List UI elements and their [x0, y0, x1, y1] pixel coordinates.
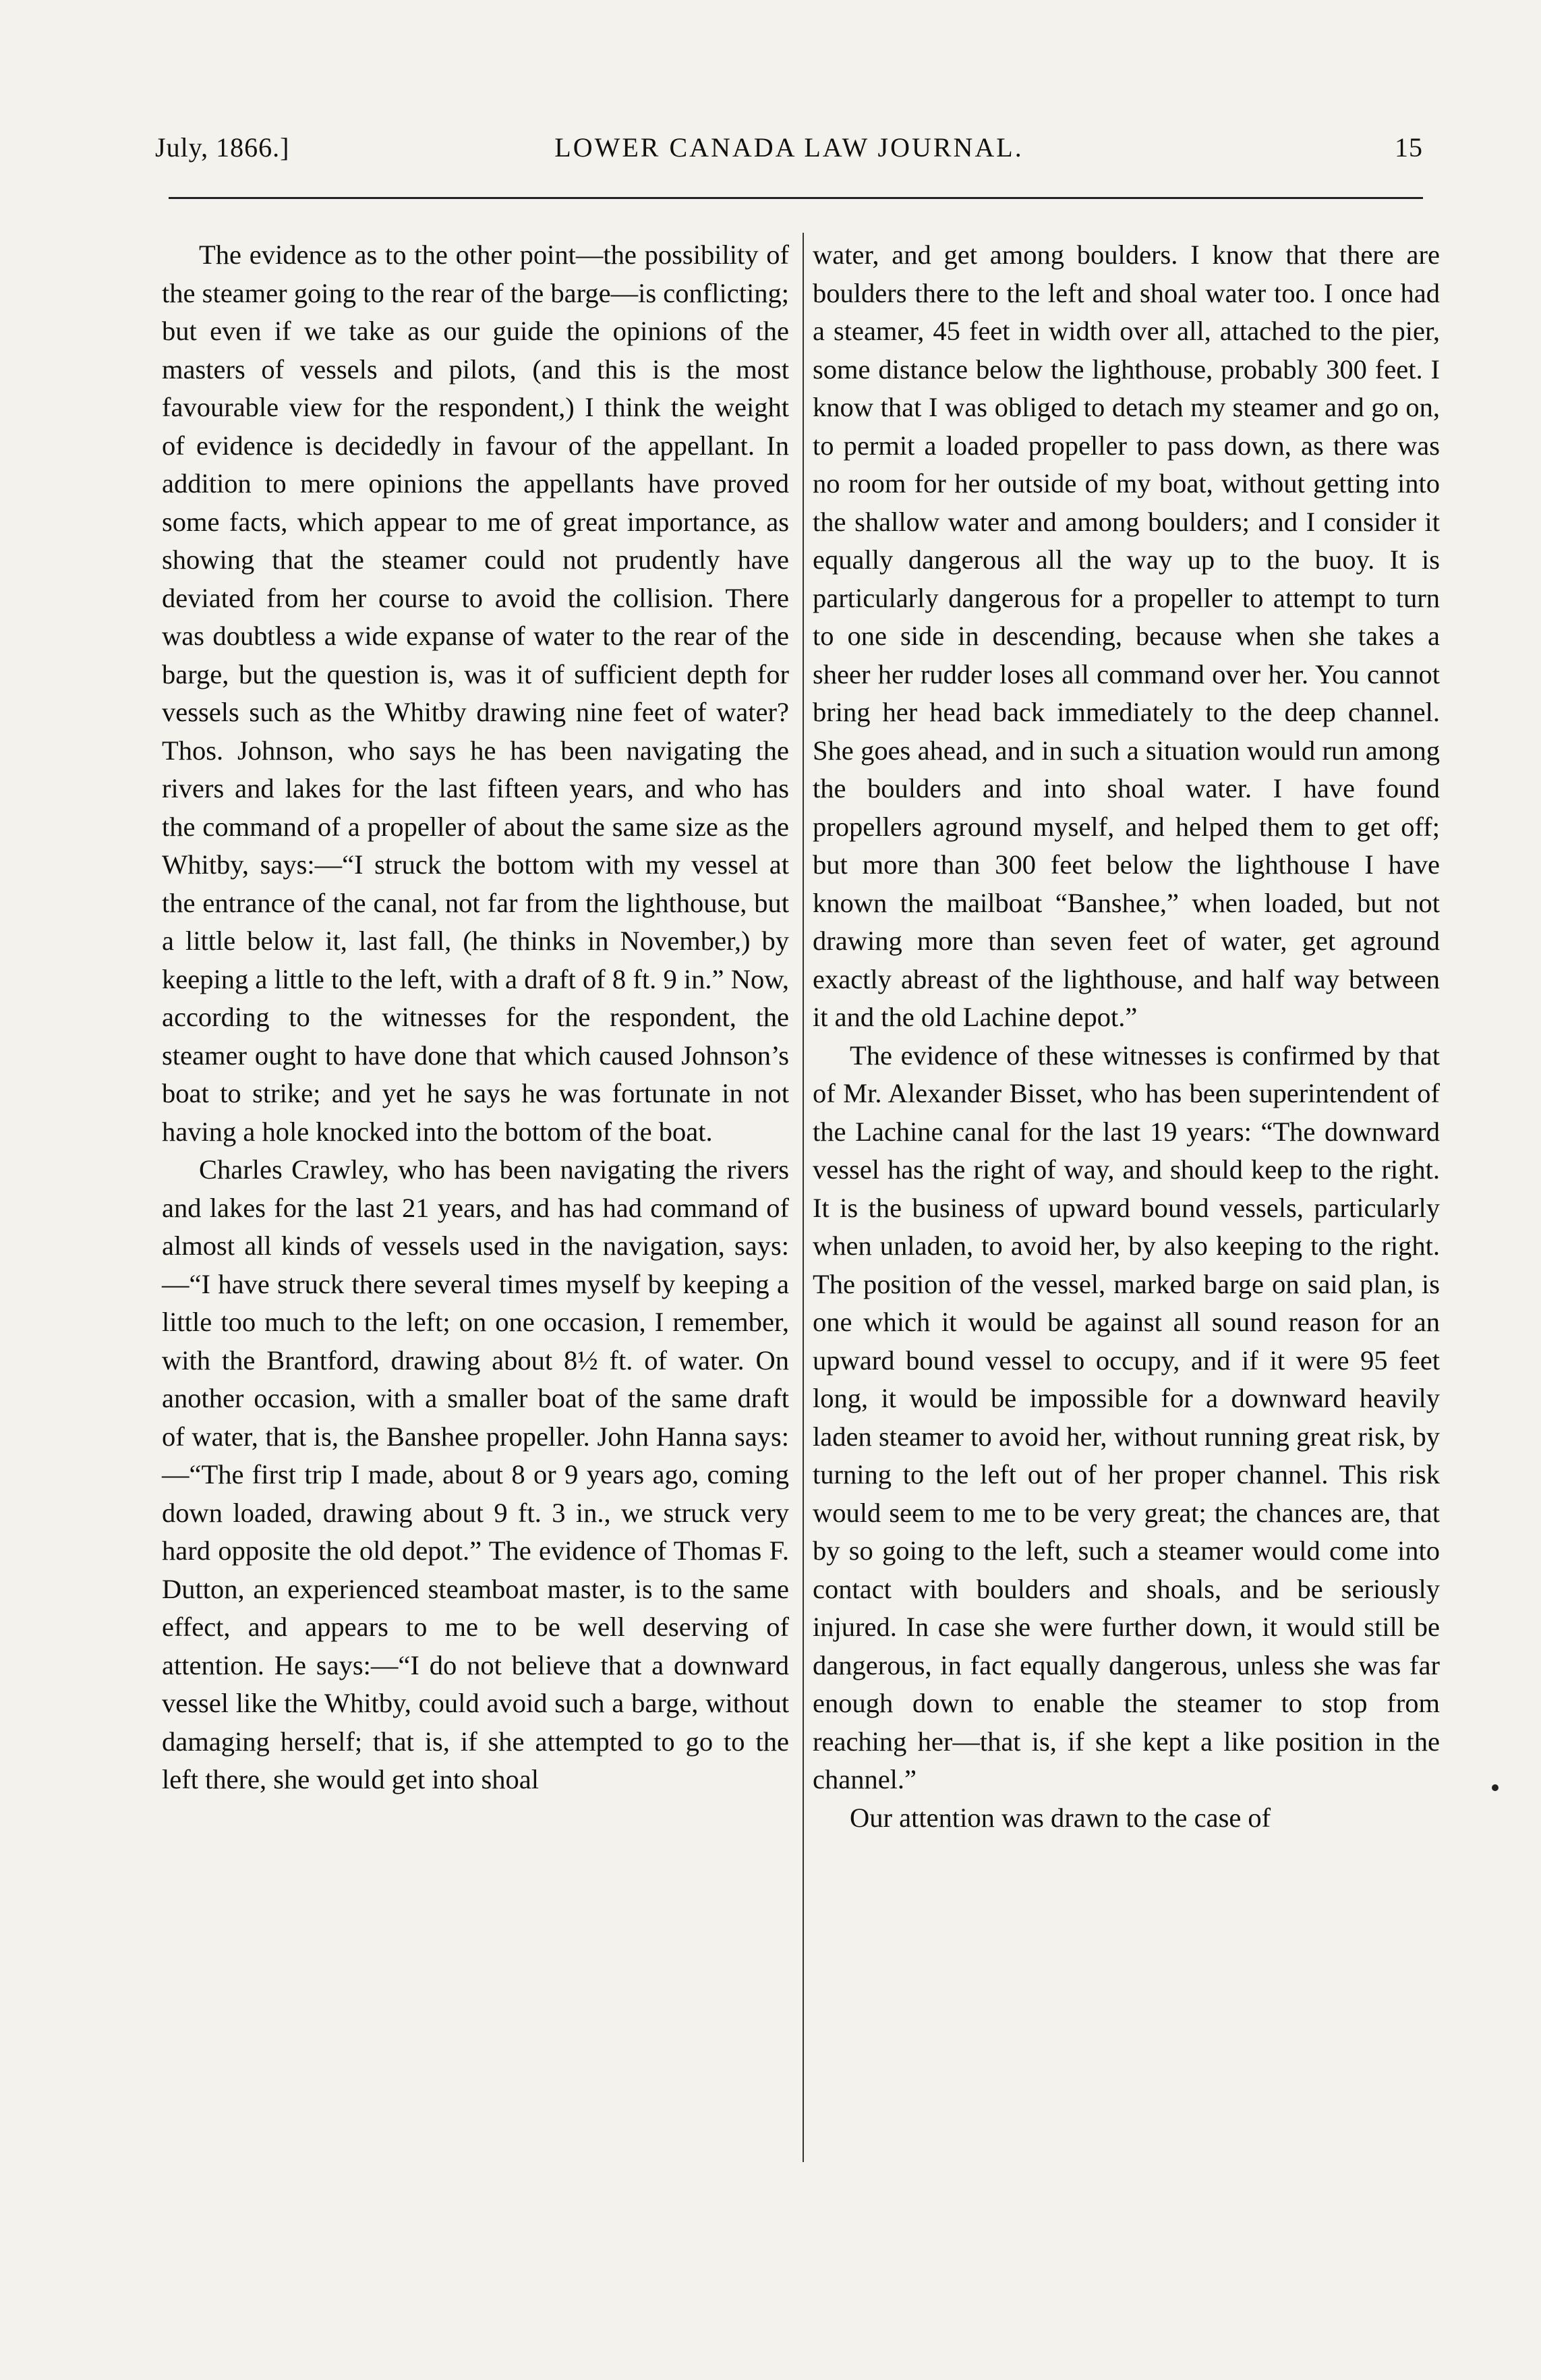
- margin-mark: [1492, 1784, 1499, 1791]
- left-column: [162, 236, 789, 1799]
- header-rule: [169, 197, 1423, 199]
- paragraph: The evidence as to the other point—the possibility of the steamer going to the rear of the barge—is conflicting; but even if we take as our guide the opinions of the masters of vessels and pilots, (and this is the most favourable view for the respondent,) I think the weight of evidence is decidedly in favour of the appellant. In addition to mere opinions the appellants have proved some facts, which appear to me of great importance, as showing that the steamer could not prudently have deviated from her course to avoid the collision. There was doubtless a wide expanse of water to the rear of the barge, but the question is, was it of sufficient depth for vessels such as the Whitby drawing nine feet of water? Thos. Johnson, who says he has been navigating the rivers and lakes for the last fifteen years, and who has the command of a propeller of about the same size as the Whitby, says:—“I struck the bottom with my vessel at the entrance of the canal, not far from the lighthouse, but a little below it, last fall, (he thinks in November,) by keeping a little to the left, with a draft of 8 ft. 9 in.” Now, according to the witnesses for the respondent, the steamer ought to have done that which caused Johnson’s boat to strike; and yet he says he was fortunate in not having a hole knocked into the bottom of the boat.: [162, 239, 789, 1147]
- header-date: July, 1866.]: [155, 132, 290, 163]
- paragraph: Charles Crawley, who has been navigating the rivers and lakes for the last 21 years, and has had command of almost all kinds of vessels used in the navigation, says:—“I have struck there several times myself by keeping a little too much to the left; on one occasion, I remember, with the Brantford, drawing about 8½ ft. of water. On another occasion, with a smaller boat of the same draft of water, that is, the Banshee propeller. John Hanna says:—“The first trip I made, about 8 or 9 years ago, coming down loaded, drawing about 9 ft. 3 in., we struck very hard opposite the old depot.” The evidence of Thomas F. Dutton, an experienced steamboat master, is to the same effect, and appears to me to be well deserving of attention. He says:—“I do not believe that a downward vessel like the Whitby, could avoid such a barge, without damaging herself; that is, if she attempted to go to the left there, she would get into shoal: [162, 1154, 789, 1794]
- journal-title: LOWER CANADA LAW JOURNAL.: [554, 132, 1024, 163]
- paragraph: water, and get among boulders. I know that there are boulders there to the left and shoal water too. I once had a steamer, 45 feet in width over all, attached to the pier, some distance below the lighthouse, probably 300 feet. I know that I was obliged to detach my steamer and go on, to permit a loaded propeller to pass down, as there was no room for her outside of my boat, without getting into the shallow water and among boulders; and I consider it equally dangerous all the way up to the buoy. It is particularly dangerous for a propeller to attempt to turn to one side in descending, because when she takes a sheer her rudder loses all command over her. You cannot bring her head back immediately to the deep channel. She goes ahead, and in such a situation would run among the boulders and into shoal water. I have found propellers aground myself, and helped them to get off; but more than 300 feet below the lighthouse I have known the mailboat “Banshee,” when loaded, but not drawing more than seven feet of water, get aground exactly abreast of the lighthouse, and half way between it and the old Lachine depot.”: [813, 239, 1440, 1032]
- right-column: [813, 236, 1440, 1837]
- page-number: 15: [1395, 132, 1423, 163]
- paragraph: Our attention was drawn to the case of: [850, 1802, 1271, 1833]
- paragraph: The evidence of these witnesses is confirmed by that of Mr. Alexander Bisset, who has been superintendent of the Lachine canal for the last 19 years: “The downward vessel has the right of way, and should keep to the right. It is the business of upward bound vessels, particularly when unladen, to avoid her, by also keeping to the right. The position of the vessel, marked barge on said plan, is one which it would be against all sound reason for an upward bound vessel to occupy, and if it were 95 feet long, it would be impossible for a downward heavily laden steamer to avoid her, without running great risk, by turning to the left out of her proper channel. This risk would seem to me to be very great; the chances are, that by so going to the left, such a steamer would come into contact with boulders and shoals, and be seriously injured. In case she were further down, it would still be dangerous, in fact equally dangerous, unless she was far enough down to enable the steamer to stop from reaching her—that is, if she kept a like position in the channel.”: [813, 1040, 1440, 1794]
- column-divider: [803, 233, 804, 2162]
- running-header: [155, 132, 1423, 172]
